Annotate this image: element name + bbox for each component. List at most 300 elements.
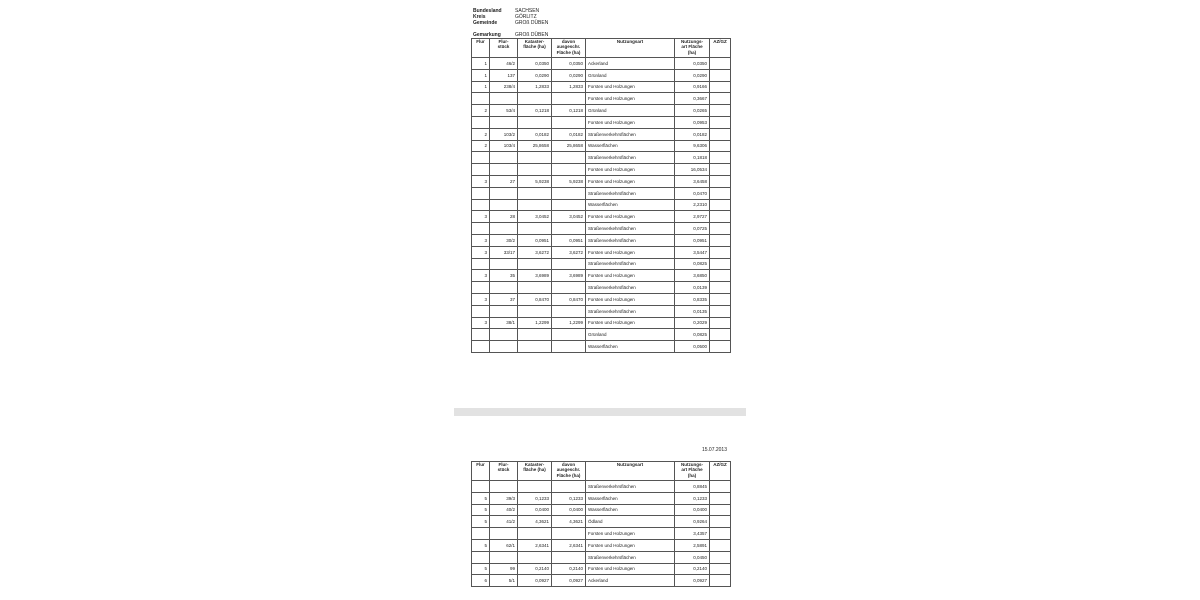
cell-az-gz <box>710 528 731 540</box>
gemarkung-value: GROß DÜBEN <box>515 32 549 38</box>
cell-flur <box>472 199 490 211</box>
table-row <box>472 516 731 528</box>
cell-ausgeschr-flaeche <box>552 341 586 353</box>
cell-katasterflaeche <box>518 528 552 540</box>
cell-nutzungsart-flaeche: 9,6306 <box>675 140 710 152</box>
cell-nutzungsart: Wasserflächen <box>586 199 675 211</box>
cell-katasterflaeche: 0,1233 <box>518 492 552 504</box>
cell-az-gz <box>710 481 731 493</box>
cell-katasterflaeche: 3,6272 <box>518 246 552 258</box>
cell-az-gz <box>710 69 731 81</box>
table-row <box>472 492 731 504</box>
cell-nutzungsart: Forsten und Holzungen <box>586 563 675 575</box>
cell-nutzungsart-flaeche: 0,0182 <box>675 128 710 140</box>
cell-ausgeschr-flaeche <box>552 93 586 105</box>
cell-flur: 6 <box>472 575 490 587</box>
cell-flurstueck: 137 <box>490 69 518 81</box>
cell-katasterflaeche <box>518 93 552 105</box>
table-row <box>472 93 731 105</box>
cell-katasterflaeche <box>518 199 552 211</box>
table-row <box>472 329 731 341</box>
cell-az-gz <box>710 81 731 93</box>
cell-az-gz <box>710 152 731 164</box>
table-row <box>472 140 731 152</box>
cell-az-gz <box>710 551 731 563</box>
cell-flur <box>472 164 490 176</box>
header-flurstueck: Flur- stück <box>490 39 518 58</box>
table-row <box>472 575 731 587</box>
header-az-gz: AZ/GZ <box>710 39 731 58</box>
cell-nutzungsart-flaeche: 0,0135 <box>675 305 710 317</box>
cell-katasterflaeche: 2,6341 <box>518 539 552 551</box>
cell-ausgeschr-flaeche <box>552 152 586 164</box>
parcel-table-page-2 <box>471 461 731 587</box>
cell-nutzungsart-flaeche: 16,0534 <box>675 164 710 176</box>
cell-katasterflaeche: 3,6989 <box>518 270 552 282</box>
header-nutzungsart-flaeche: Nutzungs- art Fläche (ha) <box>675 462 710 481</box>
cell-ausgeschr-flaeche: 3,6272 <box>552 246 586 258</box>
cell-nutzungsart-flaeche: 0,0927 <box>675 575 710 587</box>
cell-flurstueck: 33/17 <box>490 246 518 258</box>
cell-nutzungsart: Straßenverkehrsflächen <box>586 234 675 246</box>
cell-az-gz <box>710 58 731 70</box>
cell-nutzungsart-flaeche: 0,1818 <box>675 152 710 164</box>
table-row <box>472 258 731 270</box>
cell-flurstueck: 28 <box>490 211 518 223</box>
cell-ausgeschr-flaeche: 3,0452 <box>552 211 586 223</box>
cell-flur <box>472 305 490 317</box>
cell-nutzungsart-flaeche: 3,4357 <box>675 528 710 540</box>
cell-flur: 1 <box>472 81 490 93</box>
cell-nutzungsart: Grünland <box>586 69 675 81</box>
cell-nutzungsart: Grünland <box>586 329 675 341</box>
header-ausgeschr-flaeche: davon ausgeschr. Fläche (ha) <box>552 462 586 481</box>
cell-katasterflaeche <box>518 164 552 176</box>
cell-nutzungsart-flaeche: 2,2310 <box>675 199 710 211</box>
cell-flurstueck: 238/4 <box>490 81 518 93</box>
table-row <box>472 282 731 294</box>
cell-ausgeschr-flaeche: 0,0182 <box>552 128 586 140</box>
cell-ausgeschr-flaeche: 0,0927 <box>552 575 586 587</box>
cell-nutzungsart-flaeche: 0,8845 <box>675 481 710 493</box>
table-row <box>472 528 731 540</box>
cell-nutzungsart-flaeche: 0,1233 <box>675 492 710 504</box>
cell-ausgeschr-flaeche: 0,2140 <box>552 563 586 575</box>
cell-nutzungsart: Straßenverkehrsflächen <box>586 551 675 563</box>
gemarkung-label: Gemarkung <box>473 32 501 38</box>
cell-nutzungsart: Ödland <box>586 516 675 528</box>
cell-flurstueck: 41/2 <box>490 516 518 528</box>
cell-katasterflaeche <box>518 282 552 294</box>
cell-flur: 3 <box>472 317 490 329</box>
cell-nutzungsart-flaeche: 3,6850 <box>675 270 710 282</box>
cell-katasterflaeche: 0,0400 <box>518 504 552 516</box>
cell-az-gz <box>710 282 731 294</box>
cell-ausgeschr-flaeche: 0,1233 <box>552 492 586 504</box>
cell-nutzungsart-flaeche: 3,5447 <box>675 246 710 258</box>
cell-nutzungsart-flaeche: 0,2029 <box>675 317 710 329</box>
cell-nutzungsart-flaeche: 0,0350 <box>675 58 710 70</box>
cell-ausgeschr-flaeche <box>552 199 586 211</box>
cell-katasterflaeche: 0,0927 <box>518 575 552 587</box>
cell-nutzungsart: Wasserflächen <box>586 341 675 353</box>
cell-nutzungsart-flaeche: 0,0725 <box>675 223 710 235</box>
cell-flurstueck: 62/1 <box>490 539 518 551</box>
cell-az-gz <box>710 105 731 117</box>
table-row <box>472 270 731 282</box>
cell-ausgeschr-flaeche: 2,6341 <box>552 539 586 551</box>
kreis-value: GÖRLITZ <box>515 14 537 20</box>
cell-flurstueck <box>490 329 518 341</box>
cell-nutzungsart: Straßenverkehrsflächen <box>586 187 675 199</box>
document-page-2 <box>454 416 746 600</box>
cell-nutzungsart: Forsten und Holzungen <box>586 81 675 93</box>
cell-ausgeschr-flaeche: 0,0951 <box>552 234 586 246</box>
cell-katasterflaeche <box>518 223 552 235</box>
cell-flur: 3 <box>472 293 490 305</box>
cell-nutzungsart: Straßenverkehrsflächen <box>586 282 675 294</box>
cell-katasterflaeche: 0,0290 <box>518 69 552 81</box>
cell-nutzungsart: Forsten und Holzungen <box>586 317 675 329</box>
cell-flurstueck: 30/2 <box>490 234 518 246</box>
cell-flurstueck: 37 <box>490 293 518 305</box>
cell-az-gz <box>710 329 731 341</box>
table-row <box>472 293 731 305</box>
cell-katasterflaeche: 3,0452 <box>518 211 552 223</box>
cell-az-gz <box>710 140 731 152</box>
cell-ausgeschr-flaeche <box>552 329 586 341</box>
cell-nutzungsart: Straßenverkehrsflächen <box>586 481 675 493</box>
cell-ausgeschr-flaeche: 4,3621 <box>552 516 586 528</box>
table-row <box>472 58 731 70</box>
cell-nutzungsart: Straßenverkehrsflächen <box>586 258 675 270</box>
cell-flurstueck: 27 <box>490 175 518 187</box>
cell-flurstueck: 38/1 <box>490 317 518 329</box>
cell-nutzungsart: Forsten und Holzungen <box>586 528 675 540</box>
cell-katasterflaeche: 5,9238 <box>518 175 552 187</box>
cell-nutzungsart-flaeche: 0,3667 <box>675 93 710 105</box>
cell-ausgeschr-flaeche <box>552 481 586 493</box>
cell-az-gz <box>710 293 731 305</box>
cell-nutzungsart-flaeche: 2,9727 <box>675 211 710 223</box>
cell-nutzungsart-flaeche: 0,2140 <box>675 563 710 575</box>
cell-ausgeschr-flaeche: 0,8470 <box>552 293 586 305</box>
header-az-gz: AZ/GZ <box>710 462 731 481</box>
cell-nutzungsart: Forsten und Holzungen <box>586 93 675 105</box>
print-date: 15.07.2013 <box>701 447 727 453</box>
cell-az-gz <box>710 175 731 187</box>
cell-az-gz <box>710 270 731 282</box>
cell-flur <box>472 341 490 353</box>
cell-nutzungsart-flaeche: 0,0139 <box>675 282 710 294</box>
cell-flur <box>472 116 490 128</box>
cell-az-gz <box>710 246 731 258</box>
cell-ausgeschr-flaeche <box>552 116 586 128</box>
table-row <box>472 246 731 258</box>
table-row <box>472 223 731 235</box>
table-row <box>472 81 731 93</box>
cell-ausgeschr-flaeche: 1,2299 <box>552 317 586 329</box>
cell-katasterflaeche <box>518 341 552 353</box>
cell-flurstueck <box>490 152 518 164</box>
cell-flur: 3 <box>472 211 490 223</box>
table-row <box>472 164 731 176</box>
cell-flur: 3 <box>472 270 490 282</box>
cell-ausgeschr-flaeche <box>552 187 586 199</box>
cell-flurstueck: 103/4 <box>490 140 518 152</box>
cell-az-gz <box>710 305 731 317</box>
cell-flurstueck: 35 <box>490 270 518 282</box>
cell-az-gz <box>710 187 731 199</box>
cell-nutzungsart-flaeche: 3,6458 <box>675 175 710 187</box>
cell-nutzungsart: Forsten und Holzungen <box>586 211 675 223</box>
header-flur: Flur <box>472 39 490 58</box>
cell-katasterflaeche: 25,8658 <box>518 140 552 152</box>
cell-nutzungsart: Wasserflächen <box>586 492 675 504</box>
header-katasterflaeche: Kataster- fläche (ha) <box>518 462 552 481</box>
cell-nutzungsart: Ackerland <box>586 58 675 70</box>
cell-ausgeschr-flaeche: 0,1218 <box>552 105 586 117</box>
cell-flurstueck <box>490 93 518 105</box>
cell-katasterflaeche: 0,0350 <box>518 58 552 70</box>
cell-flur: 2 <box>472 128 490 140</box>
cell-flur: 5 <box>472 492 490 504</box>
cell-katasterflaeche <box>518 152 552 164</box>
cell-ausgeschr-flaeche: 25,8658 <box>552 140 586 152</box>
cell-flur <box>472 551 490 563</box>
cell-nutzungsart: Forsten und Holzungen <box>586 116 675 128</box>
gemeinde-label: Gemeinde <box>473 20 498 26</box>
cell-flurstueck <box>490 305 518 317</box>
document-page-1 <box>454 0 746 408</box>
cell-flur <box>472 223 490 235</box>
cell-katasterflaeche: 0,0182 <box>518 128 552 140</box>
cell-az-gz <box>710 234 731 246</box>
cell-ausgeschr-flaeche: 0,0400 <box>552 504 586 516</box>
cell-flurstueck: 40/2 <box>490 504 518 516</box>
cell-az-gz <box>710 341 731 353</box>
cell-ausgeschr-flaeche <box>552 528 586 540</box>
cell-ausgeschr-flaeche <box>552 282 586 294</box>
cell-flurstueck: 99 <box>490 563 518 575</box>
header-nutzungsart: Nutzungsart <box>586 39 675 58</box>
cell-az-gz <box>710 575 731 587</box>
cell-flurstueck <box>490 164 518 176</box>
table-row <box>472 128 731 140</box>
cell-nutzungsart: Wasserflächen <box>586 140 675 152</box>
cell-az-gz <box>710 516 731 528</box>
table-row <box>472 69 731 81</box>
cell-ausgeschr-flaeche <box>552 223 586 235</box>
cell-ausgeschr-flaeche: 5,9238 <box>552 175 586 187</box>
cell-katasterflaeche <box>518 305 552 317</box>
cell-ausgeschr-flaeche <box>552 258 586 270</box>
cell-flur: 3 <box>472 175 490 187</box>
cell-flurstueck <box>490 199 518 211</box>
cell-flurstueck: 46/2 <box>490 58 518 70</box>
cell-nutzungsart: Grünland <box>586 105 675 117</box>
table-row <box>472 563 731 575</box>
cell-flur: 3 <box>472 246 490 258</box>
header-ausgeschr-flaeche: davon ausgeschr. Fläche (ha) <box>552 39 586 58</box>
table-row <box>472 116 731 128</box>
cell-flur <box>472 282 490 294</box>
cell-flur <box>472 329 490 341</box>
cell-nutzungsart-flaeche: 0,0951 <box>675 234 710 246</box>
cell-flur <box>472 93 490 105</box>
cell-nutzungsart: Ackerland <box>586 575 675 587</box>
cell-flur: 3 <box>472 234 490 246</box>
cell-flurstueck <box>490 481 518 493</box>
cell-flur: 2 <box>472 140 490 152</box>
gemeinde-value: GROß DÜBEN <box>515 20 549 26</box>
table-row <box>472 539 731 551</box>
cell-flur: 1 <box>472 69 490 81</box>
cell-flur: 2 <box>472 105 490 117</box>
cell-ausgeschr-flaeche <box>552 305 586 317</box>
table-row <box>472 305 731 317</box>
table-row <box>472 199 731 211</box>
cell-nutzungsart: Forsten und Holzungen <box>586 175 675 187</box>
table-row <box>472 504 731 516</box>
cell-nutzungsart: Forsten und Holzungen <box>586 293 675 305</box>
cell-az-gz <box>710 223 731 235</box>
cell-flurstueck <box>490 187 518 199</box>
cell-nutzungsart-flaeche: 0,0450 <box>675 551 710 563</box>
table-row <box>472 152 731 164</box>
table-row <box>472 317 731 329</box>
cell-katasterflaeche: 1,2833 <box>518 81 552 93</box>
cell-flur: 5 <box>472 516 490 528</box>
cell-nutzungsart-flaeche: 0,0470 <box>675 187 710 199</box>
cell-flur: 5 <box>472 504 490 516</box>
cell-flur: 5 <box>472 563 490 575</box>
header-flur: Flur <box>472 462 490 481</box>
cell-flurstueck <box>490 282 518 294</box>
cell-nutzungsart-flaeche: 0,0290 <box>675 69 710 81</box>
cell-flur <box>472 528 490 540</box>
header-katasterflaeche: Kataster- fläche (ha) <box>518 39 552 58</box>
cell-nutzungsart-flaeche: 0,0265 <box>675 105 710 117</box>
bundesland-value: SACHSEN <box>515 8 540 14</box>
cell-katasterflaeche: 4,3621 <box>518 516 552 528</box>
cell-az-gz <box>710 164 731 176</box>
cell-az-gz <box>710 116 731 128</box>
cell-az-gz <box>710 199 731 211</box>
page-separator <box>454 408 746 416</box>
cell-katasterflaeche <box>518 187 552 199</box>
parcel-table-page-1 <box>471 38 731 353</box>
table-row <box>472 211 731 223</box>
cell-az-gz <box>710 492 731 504</box>
cell-nutzungsart: Forsten und Holzungen <box>586 539 675 551</box>
cell-az-gz <box>710 563 731 575</box>
cell-nutzungsart: Wasserflächen <box>586 504 675 516</box>
table-row <box>472 551 731 563</box>
cell-flurstueck <box>490 223 518 235</box>
cell-nutzungsart-flaeche: 2,5891 <box>675 539 710 551</box>
kreis-label: Kreis <box>473 14 486 20</box>
cell-flur <box>472 187 490 199</box>
cell-katasterflaeche <box>518 551 552 563</box>
table-row <box>472 175 731 187</box>
cell-flurstueck: 39/3 <box>490 492 518 504</box>
cell-nutzungsart-flaeche: 0,0825 <box>675 329 710 341</box>
cell-katasterflaeche <box>518 329 552 341</box>
table-row <box>472 187 731 199</box>
bundesland-label: Bundesland <box>473 8 502 14</box>
cell-katasterflaeche <box>518 481 552 493</box>
cell-katasterflaeche: 0,1218 <box>518 105 552 117</box>
cell-flurstueck <box>490 551 518 563</box>
cell-katasterflaeche <box>518 116 552 128</box>
cell-az-gz <box>710 128 731 140</box>
cell-nutzungsart-flaeche: 0,0825 <box>675 258 710 270</box>
cell-nutzungsart: Straßenverkehrsflächen <box>586 305 675 317</box>
cell-nutzungsart-flaeche: 0,9264 <box>675 516 710 528</box>
header-nutzungsart-flaeche: Nutzungs- art Fläche (ha) <box>675 39 710 58</box>
table-row <box>472 341 731 353</box>
cell-katasterflaeche: 1,2299 <box>518 317 552 329</box>
cell-flurstueck <box>490 528 518 540</box>
cell-ausgeschr-flaeche: 0,0350 <box>552 58 586 70</box>
cell-ausgeschr-flaeche <box>552 551 586 563</box>
cell-nutzungsart-flaeche: 0,8335 <box>675 293 710 305</box>
cell-flur <box>472 152 490 164</box>
cell-flurstueck <box>490 116 518 128</box>
cell-az-gz <box>710 258 731 270</box>
cell-katasterflaeche: 0,8470 <box>518 293 552 305</box>
cell-flur <box>472 481 490 493</box>
cell-nutzungsart: Forsten und Holzungen <box>586 270 675 282</box>
header-nutzungsart: Nutzungsart <box>586 462 675 481</box>
table-row <box>472 234 731 246</box>
cell-katasterflaeche: 0,2140 <box>518 563 552 575</box>
cell-ausgeschr-flaeche: 3,6989 <box>552 270 586 282</box>
table-row <box>472 105 731 117</box>
cell-nutzungsart: Straßenverkehrsflächen <box>586 128 675 140</box>
table-header-row <box>472 39 731 58</box>
table-header-row <box>472 462 731 481</box>
cell-nutzungsart-flaeche: 0,9166 <box>675 81 710 93</box>
cell-flurstueck: 5/1 <box>490 575 518 587</box>
cell-flur <box>472 258 490 270</box>
cell-az-gz <box>710 93 731 105</box>
cell-katasterflaeche: 0,0951 <box>518 234 552 246</box>
header-flurstueck: Flur- stück <box>490 462 518 481</box>
cell-ausgeschr-flaeche <box>552 164 586 176</box>
cell-nutzungsart: Straßenverkehrsflächen <box>586 223 675 235</box>
cell-nutzungsart-flaeche: 0,0953 <box>675 116 710 128</box>
cell-az-gz <box>710 211 731 223</box>
cell-ausgeschr-flaeche: 1,2833 <box>552 81 586 93</box>
cell-nutzungsart-flaeche: 0,0400 <box>675 504 710 516</box>
cell-az-gz <box>710 504 731 516</box>
cell-katasterflaeche <box>518 258 552 270</box>
cell-az-gz <box>710 539 731 551</box>
cell-nutzungsart: Forsten und Holzungen <box>586 164 675 176</box>
table-row <box>472 481 731 493</box>
cell-az-gz <box>710 317 731 329</box>
cell-nutzungsart-flaeche: 0,0500 <box>675 341 710 353</box>
cell-flur: 1 <box>472 58 490 70</box>
cell-flurstueck: 103/2 <box>490 128 518 140</box>
cell-flurstueck <box>490 341 518 353</box>
cell-flurstueck <box>490 258 518 270</box>
cell-nutzungsart: Forsten und Holzungen <box>586 246 675 258</box>
cell-flur: 5 <box>472 539 490 551</box>
cell-nutzungsart: Straßenverkehrsflächen <box>586 152 675 164</box>
